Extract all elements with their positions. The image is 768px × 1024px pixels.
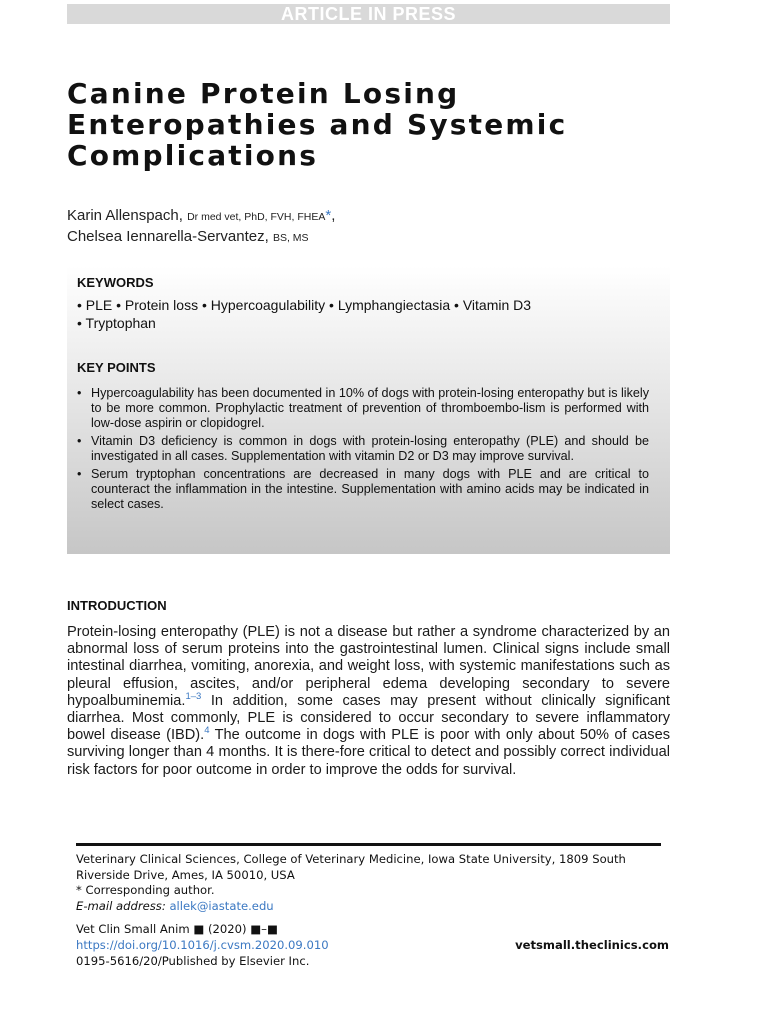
issn-publisher: 0195-5616/20/Published by Elsevier Inc.	[76, 954, 310, 968]
citation-link[interactable]: 4	[204, 725, 210, 737]
affiliation-text: Veterinary Clinical Sciences, College of Veterinary Medicine, Iowa State University, 1809 South Riverside Drive, Ames, IA 50010, USA	[76, 852, 626, 882]
article-in-press-banner: ARTICLE IN PRESS	[67, 4, 670, 24]
keywords-line-2: • Tryptophan	[77, 315, 156, 331]
corresponding-author-marker[interactable]: *	[325, 207, 332, 224]
email-line	[76, 899, 666, 915]
intro-text-part-1: Protein-losing enteropathy (PLE) is not a disease but rather a syndrome characterized by an abnormal loss of serum proteins into the gastrointestinal lumen. Clinical signs include small intestinal diarrhea, vomiting, anorexia, and weight loss, with systemic manifestations such as pleural effusion, ascites, and/or peripheral edema developing secondary to severe hypoalbuminemia.	[67, 624, 670, 709]
title-line-1: Canine Protein Losing	[67, 77, 460, 110]
key-point-item: • Serum tryptophan concentrations are decreased in many dogs with PLE and are critical to counteract the inflammation in the intestine. Supplementation with amino acids may be indicated in select cases.	[77, 467, 649, 512]
author-2	[67, 227, 335, 248]
author-1-degrees: Dr med vet, PhD, FVH, FHEA	[187, 211, 326, 223]
journal-website[interactable]: vetsmall.theclinics.com	[515, 938, 669, 952]
title-line-3: Complications	[67, 139, 319, 172]
intro-text-part-2: In addition, some cases may present without clinically significant diarrhea. Most commonly, PLE is considered to occur secondary to severe inflammatory bowel disease (IBD).	[67, 692, 670, 744]
author-1-name: Karin Allenspach,	[67, 207, 183, 224]
intro-text-part-3: The outcome in dogs with PLE is poor with only about 50% of cases surviving longer than 4 months. It is there-fore critical to detect and possibly correct individual risk factors for poor outcome in order to improve the odds for survival.	[67, 727, 670, 778]
keywords-line-1: • PLE • Protein loss • Hypercoagulability • Lymphangiectasia • Vitamin D3	[77, 297, 532, 313]
journal-info	[76, 921, 329, 969]
doi-link[interactable]: https://doi.org/10.1016/j.cvsm.2020.09.010	[76, 938, 329, 952]
key-point-item: • Hypercoagulability has been documented in 10% of dogs with protein-losing enteropathy but is likely to be more common. Prophylactic treatment of prevention of thromboembo-lism is performed with low-dose aspirin or clopidogrel.	[77, 386, 649, 431]
keywords-keypoints-box	[67, 266, 670, 554]
key-points-list	[77, 386, 649, 515]
email-link[interactable]: allek@iastate.edu	[169, 898, 274, 913]
corresponding-author-note: * Corresponding author.	[76, 883, 215, 897]
author-2-degrees: BS, MS	[272, 232, 309, 244]
key-point-item: • Vitamin D3 deficiency is common in dogs with protein-losing enteropathy (PLE) and should be investigated in all cases. Supplementation with vitamin D2 or D3 may improve survival.	[77, 434, 649, 464]
key-points-heading: KEY POINTS	[77, 360, 156, 375]
introduction-paragraph	[67, 624, 670, 779]
affiliation-block	[76, 852, 666, 914]
author-list	[67, 206, 335, 248]
author-1: Karin Allenspach, Dr med vet, PhD, FVH, FHEA*,	[67, 207, 336, 224]
title-line-2: Enteropathies and Systemic	[67, 108, 568, 141]
email-label: E-mail address:	[76, 898, 166, 913]
journal-citation: Vet Clin Small Anim ■ (2020) ■–■	[76, 922, 278, 936]
introduction-heading: INTRODUCTION	[67, 598, 167, 613]
author-2-name: Chelsea Iennarella-Servantez,	[67, 228, 269, 245]
article-title	[67, 78, 687, 171]
keywords-heading: KEYWORDS	[77, 275, 154, 290]
citation-link[interactable]: 1–3	[185, 690, 202, 702]
footnote-divider	[76, 843, 661, 846]
